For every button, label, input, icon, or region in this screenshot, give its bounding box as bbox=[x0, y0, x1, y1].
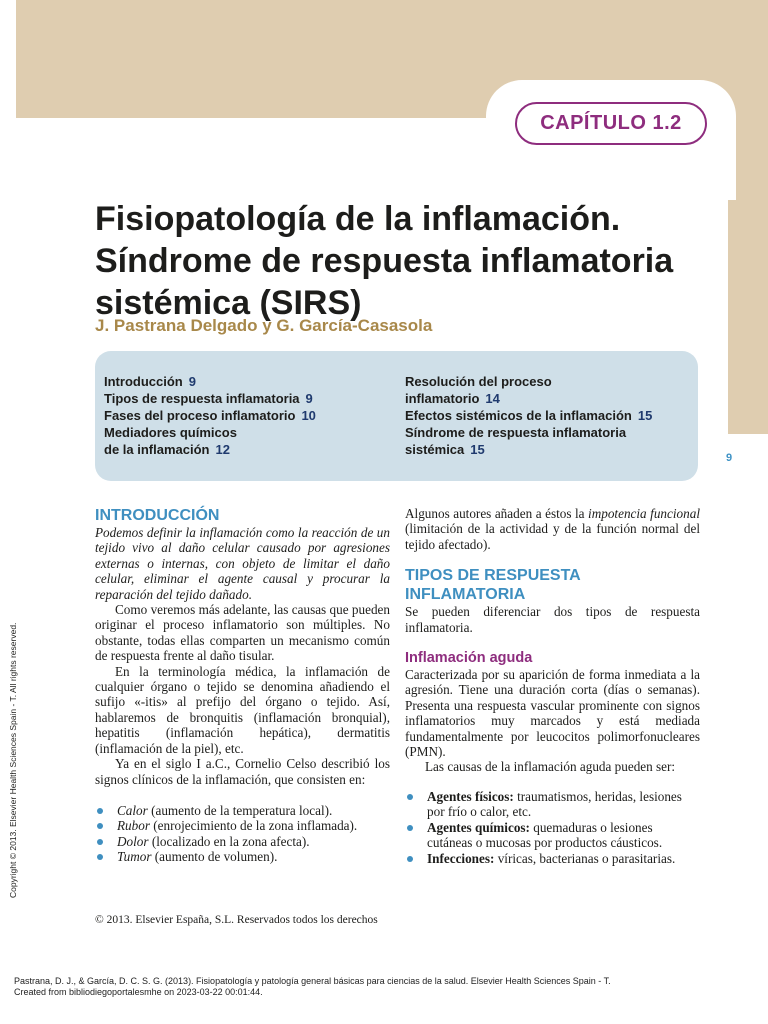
toc-item[interactable] bbox=[104, 373, 394, 390]
toc-item[interactable] bbox=[405, 390, 695, 407]
causes-list bbox=[405, 789, 700, 866]
toc-item-page: 12 bbox=[215, 442, 230, 457]
list-item bbox=[95, 818, 390, 833]
list-item-term: Infecciones: bbox=[427, 850, 495, 866]
toc-column-left bbox=[104, 373, 394, 458]
list-item-desc: (enrojecimiento de la zona inflamada). bbox=[149, 818, 358, 834]
list-item-desc: quemaduras o lesiones cutáneas o mucosas por productos cáusticos. bbox=[427, 819, 663, 851]
bullet-icon bbox=[97, 839, 103, 845]
list-item-term: Dolor bbox=[117, 833, 149, 849]
paragraph: Se pueden diferenciar dos tipos de respuesta inflamatoria. bbox=[405, 604, 700, 635]
list-item-term: Calor bbox=[117, 802, 148, 818]
list-item-desc: víricas, bacterianas o parasitarias. bbox=[494, 850, 676, 866]
toc-item-page: 14 bbox=[485, 391, 500, 406]
toc-item[interactable] bbox=[104, 441, 394, 458]
toc-column-right bbox=[405, 373, 695, 458]
list-item-desc: (aumento de volumen). bbox=[151, 849, 278, 865]
title-line: sistémica (SIRS) bbox=[95, 284, 362, 322]
paragraph: Caracterizada por su aparición de forma inmediata a la agresión. Tiene una duración corta (días o semanas). Presenta una respuesta vascular prominente con signos inflamatorios muy marcados y está mediada fundamentalmente por leucocitos polimorfonucleares (PMN). bbox=[405, 667, 700, 760]
chapter-title bbox=[95, 198, 735, 324]
toc-item-label: inflamatorio bbox=[405, 391, 480, 406]
bullet-icon bbox=[97, 854, 103, 860]
toc-item-label: Síndrome de respuesta inflamatoria bbox=[405, 425, 627, 440]
toc-item-page: 10 bbox=[301, 408, 316, 423]
signs-list bbox=[95, 803, 390, 865]
toc-item-page: 9 bbox=[188, 374, 196, 389]
table-of-contents bbox=[95, 351, 698, 481]
list-item-term: Tumor bbox=[117, 849, 152, 865]
intro-abstract: Podemos definir la inflamación como la reacción de un tejido vivo al daño celular causado por agresiones externas o internas, con objeto de limitar el daño celular, eliminar el agente causal y procurar la reparación del tejido dañado. bbox=[95, 525, 390, 602]
list-item bbox=[95, 849, 390, 864]
toc-item-page: 9 bbox=[305, 391, 313, 406]
page-number: 9 bbox=[726, 452, 733, 464]
toc-item-page: 15 bbox=[637, 408, 653, 423]
bullet-icon bbox=[97, 823, 103, 829]
title-line: Fisiopatología de la inflamación. bbox=[95, 200, 621, 238]
list-item-term: Agentes físicos: bbox=[427, 788, 514, 804]
toc-item[interactable] bbox=[405, 424, 695, 441]
text-span: Algunos autores añaden a éstos la bbox=[405, 506, 589, 521]
list-item bbox=[405, 820, 700, 851]
emphasis-term: impotencia funcional bbox=[588, 506, 700, 521]
list-item-term: Agentes químicos: bbox=[427, 819, 530, 835]
paragraph: Como veremos más adelante, las causas que pueden originar el proceso inflamatorio son múltiples. No obstante, todas ellas comparten un mecanismo común de respuesta frente al daño tisular. bbox=[95, 602, 390, 664]
bullet-icon bbox=[407, 825, 413, 831]
list-item bbox=[405, 789, 700, 820]
toc-item-label: Tipos de respuesta inflamatoria bbox=[104, 391, 300, 406]
chapter-label: CAPÍTULO 1.2 bbox=[515, 102, 707, 145]
toc-item-label: de la inflamación bbox=[104, 442, 210, 457]
toc-item[interactable] bbox=[405, 373, 695, 390]
toc-item[interactable] bbox=[405, 407, 695, 424]
authors: J. Pastrana Delgado y G. García-Casasola bbox=[95, 316, 433, 335]
list-item-term: Rubor bbox=[117, 818, 150, 834]
paragraph: Ya en el siglo I a.C., Cornelio Celso describió los signos clínicos de la inflamación, que consisten en: bbox=[95, 756, 390, 787]
side-copyright-text: Copyright © 2013. Elsevier Health Sciences Spain - T. All rights reserved. bbox=[8, 622, 18, 898]
copyright-notice: © 2013. Elsevier España, S.L. Reservados todos los derechos bbox=[95, 914, 378, 926]
paragraph: Las causas de la inflamación aguda pueden ser: bbox=[425, 759, 676, 775]
toc-item-label: sistémica bbox=[405, 442, 465, 457]
toc-item[interactable] bbox=[104, 424, 394, 441]
bullet-icon bbox=[407, 794, 413, 800]
text-span: (limitación de la actividad y de la función normal del tejido afectado). bbox=[405, 521, 700, 552]
section-heading-introduccion: INTRODUCCIÓN bbox=[95, 507, 220, 524]
paragraph bbox=[405, 506, 700, 552]
list-item-desc: (aumento de la temperatura local). bbox=[147, 802, 333, 818]
list-item bbox=[405, 851, 700, 866]
toc-item-label: Resolución del proceso bbox=[405, 374, 552, 389]
toc-item-label: Introducción bbox=[104, 374, 183, 389]
toc-item-label: Fases del proceso inflamatorio bbox=[104, 408, 296, 423]
toc-item-label: Mediadores químicos bbox=[104, 425, 237, 440]
list-item-desc: (localizado en la zona afecta). bbox=[148, 833, 310, 849]
footer-line: Pastrana, D. J., & García, D. C. S. G. (2013). Fisiopatología y patología general básicas para ciencias de la salud. Elsevier Health Sciences Spain - T. bbox=[14, 976, 611, 986]
left-column bbox=[95, 506, 390, 865]
toc-item[interactable] bbox=[104, 390, 394, 407]
toc-item[interactable] bbox=[405, 441, 695, 458]
bullet-icon bbox=[407, 856, 413, 862]
toc-item[interactable] bbox=[104, 407, 394, 424]
toc-item-label: Efectos sistémicos de la inflamación bbox=[405, 408, 632, 423]
footer-line: Created from bibliodiegoportalesmhe on 2023-03-22 00:01:44. bbox=[14, 987, 263, 997]
list-item bbox=[95, 834, 390, 849]
footer-citation bbox=[14, 976, 611, 998]
paragraph: En la terminología médica, la inflamación de cualquier órgano o tejido se denomina añadiendo el sufijo «-itis» al prefijo del órgano o tejido. Así, hablaremos de bronquitis (inflamación bronquial), hepatitis (inflamación hepática), dermatitis (inflamación de la piel), etc. bbox=[95, 663, 390, 756]
title-line: Síndrome de respuesta inflamatoria bbox=[95, 242, 674, 280]
bullet-icon bbox=[97, 808, 103, 814]
list-item-desc: traumatismos, heridas, lesiones por frío o calor, etc. bbox=[427, 788, 682, 820]
subsection-heading-aguda: Inflamación aguda bbox=[405, 650, 533, 667]
list-item bbox=[95, 803, 390, 818]
right-column bbox=[405, 506, 700, 866]
section-heading-tipos: TIPOS DE RESPUESTA INFLAMATORIA bbox=[405, 567, 581, 604]
toc-item-page: 15 bbox=[470, 442, 485, 457]
